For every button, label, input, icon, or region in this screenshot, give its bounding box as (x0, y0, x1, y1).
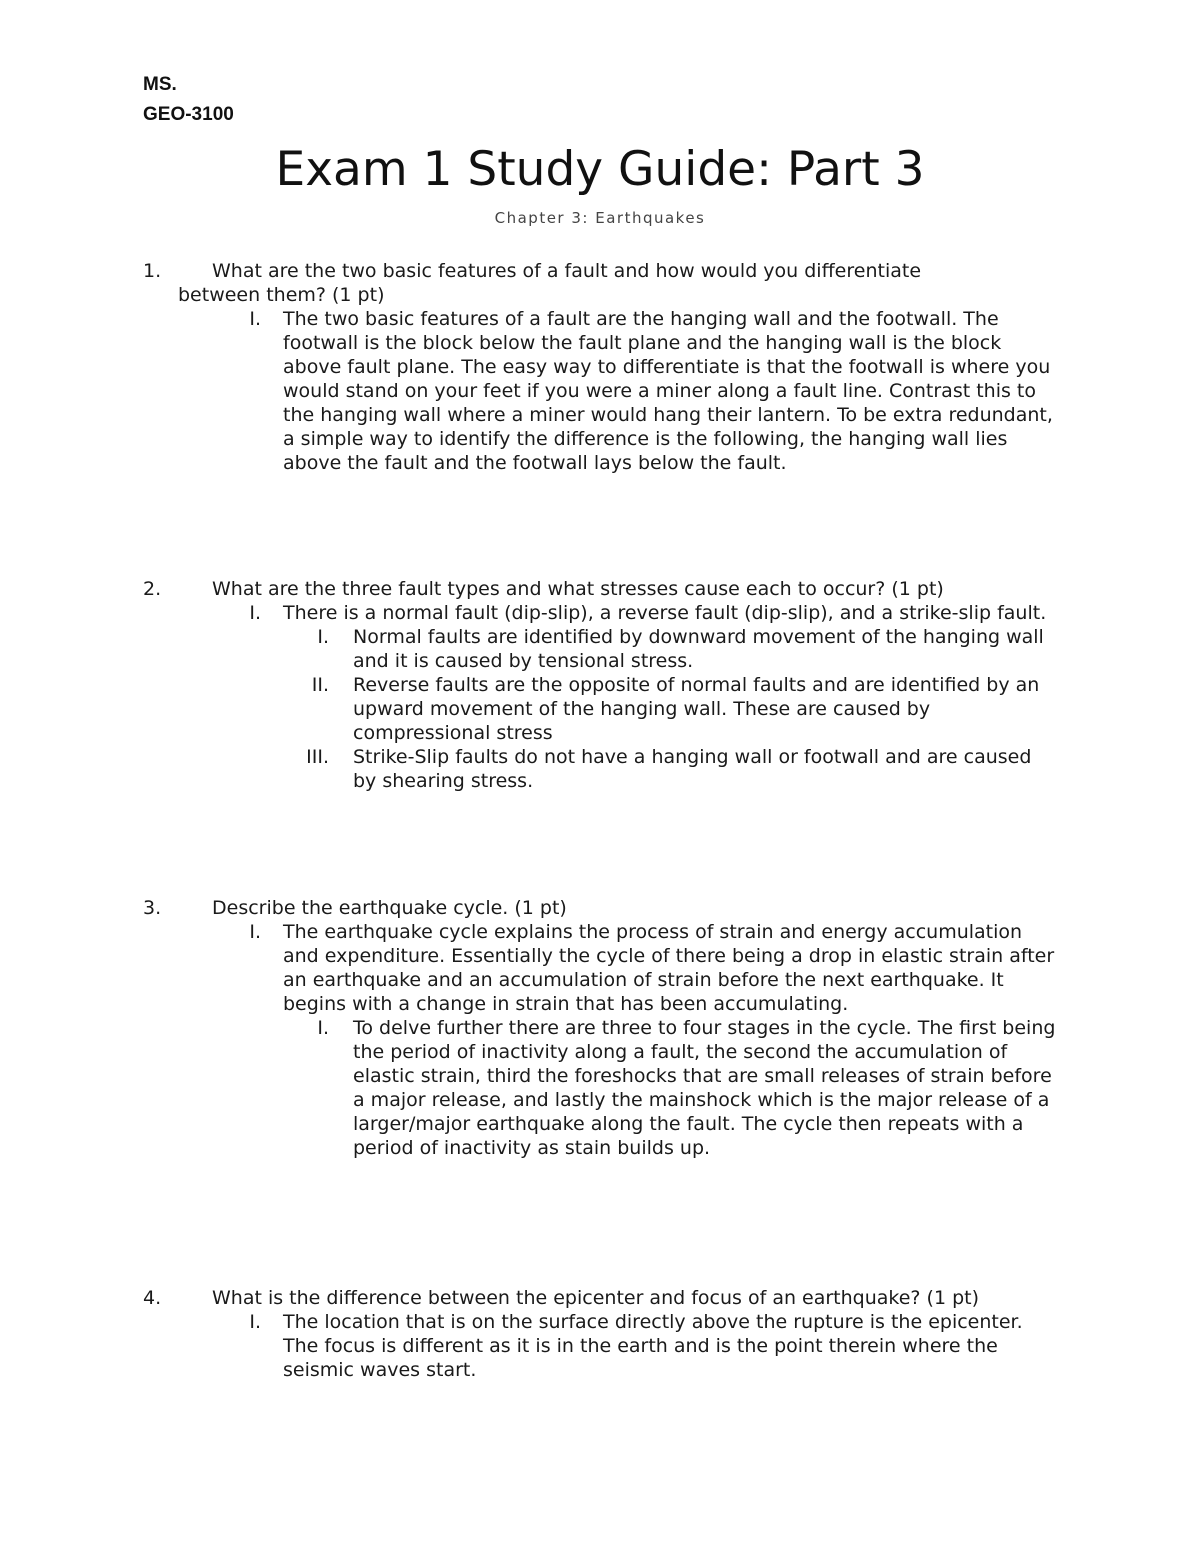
answer (249, 307, 1058, 475)
question-number: 1. (143, 260, 162, 282)
page-subtitle: Chapter 3: Earthquakes (494, 209, 706, 227)
answer-text: The two basic features of a fault are the hanging wall and the footwall. The footwall is the block below the fault plane and the hanging wall is the block above fault plane. The easy way to differentiate is that the footwall is where you would stand on your feet if you were a miner along a fault line. Contrast this to the hanging wall where a miner would hang their lantern. To be extra redundant, a simple way to identify the difference is the following, the hanging wall lies above the fault and the footwall lays below the fault. (283, 308, 1053, 474)
question-text: What is the difference between the epicenter and focus of an earthquake? (1 pt) (212, 1287, 980, 1309)
question-3 (143, 896, 1063, 1160)
question-text: Describe the earthquake cycle. (1 pt) (212, 897, 567, 919)
sub-answer (311, 673, 1058, 745)
sub-answer (317, 1016, 1058, 1160)
answer-text: The location that is on the surface directly above the rupture is the epicenter. The focus is different as it is in the earth and is the point therein where the seismic waves start. (283, 1311, 1023, 1381)
sub-answer-marker: II. (311, 674, 329, 696)
question-2 (143, 577, 1063, 793)
page-title: Exam 1 Study Guide: Part 3 (275, 142, 925, 197)
sub-answer (306, 745, 1058, 793)
answer-text: The earthquake cycle explains the process of strain and energy accumulation and expenditure. Essentially the cycle of there being a drop in elastic strain after an earthquake and an accumulation of strain before the next earthquake. It begins with a change in strain that has been accumulating. (283, 921, 1055, 1015)
sub-answer-text: Normal faults are identified by downward movement of the hanging wall and it is caused by tensional stress. (353, 626, 1044, 672)
answer-marker: I. (249, 602, 261, 624)
answer (249, 920, 1058, 1160)
header-name: MS. (143, 74, 177, 95)
sub-answer-marker: I. (317, 626, 329, 648)
answer-marker: I. (249, 1311, 261, 1333)
sub-answer-marker: I. (317, 1017, 329, 1039)
question-text: What are the two basic features of a fault and how would you differentiate (212, 260, 922, 282)
sub-answer-marker: III. (306, 746, 329, 768)
answer-marker: I. (249, 308, 261, 330)
sub-answer-text: Strike-Slip faults do not have a hanging wall or footwall and are caused by shearing stress. (353, 746, 1032, 792)
answer-text: There is a normal fault (dip-slip), a reverse fault (dip-slip), and a strike-slip fault. (283, 602, 1047, 624)
sub-answer (317, 625, 1058, 673)
question-number: 2. (143, 578, 162, 600)
header-course: GEO-3100 (143, 104, 234, 125)
sub-answer-text: Reverse faults are the opposite of normal faults and are identified by an upward movement of the hanging wall. These are caused by compressional stress (353, 674, 1040, 744)
answer (249, 1310, 1058, 1382)
sub-answer-text: To delve further there are three to four stages in the cycle. The first being the period of inactivity along a fault, the second the accumulation of elastic strain, third the foreshocks that are small releases of strain before a major release, and lastly the mainshock which is the major release of a larger/major earthquake along the fault. The cycle then repeats with a period of inactivity as stain builds up. (353, 1017, 1056, 1159)
answer-marker: I. (249, 921, 261, 943)
question-text-continued: between them? (1 pt) (178, 284, 385, 306)
answer (249, 601, 1058, 793)
question-4 (143, 1286, 1063, 1382)
question-number: 3. (143, 897, 162, 919)
question-number: 4. (143, 1287, 162, 1309)
question-1 (143, 259, 1063, 475)
question-text: What are the three fault types and what stresses cause each to occur? (1 pt) (212, 578, 944, 600)
